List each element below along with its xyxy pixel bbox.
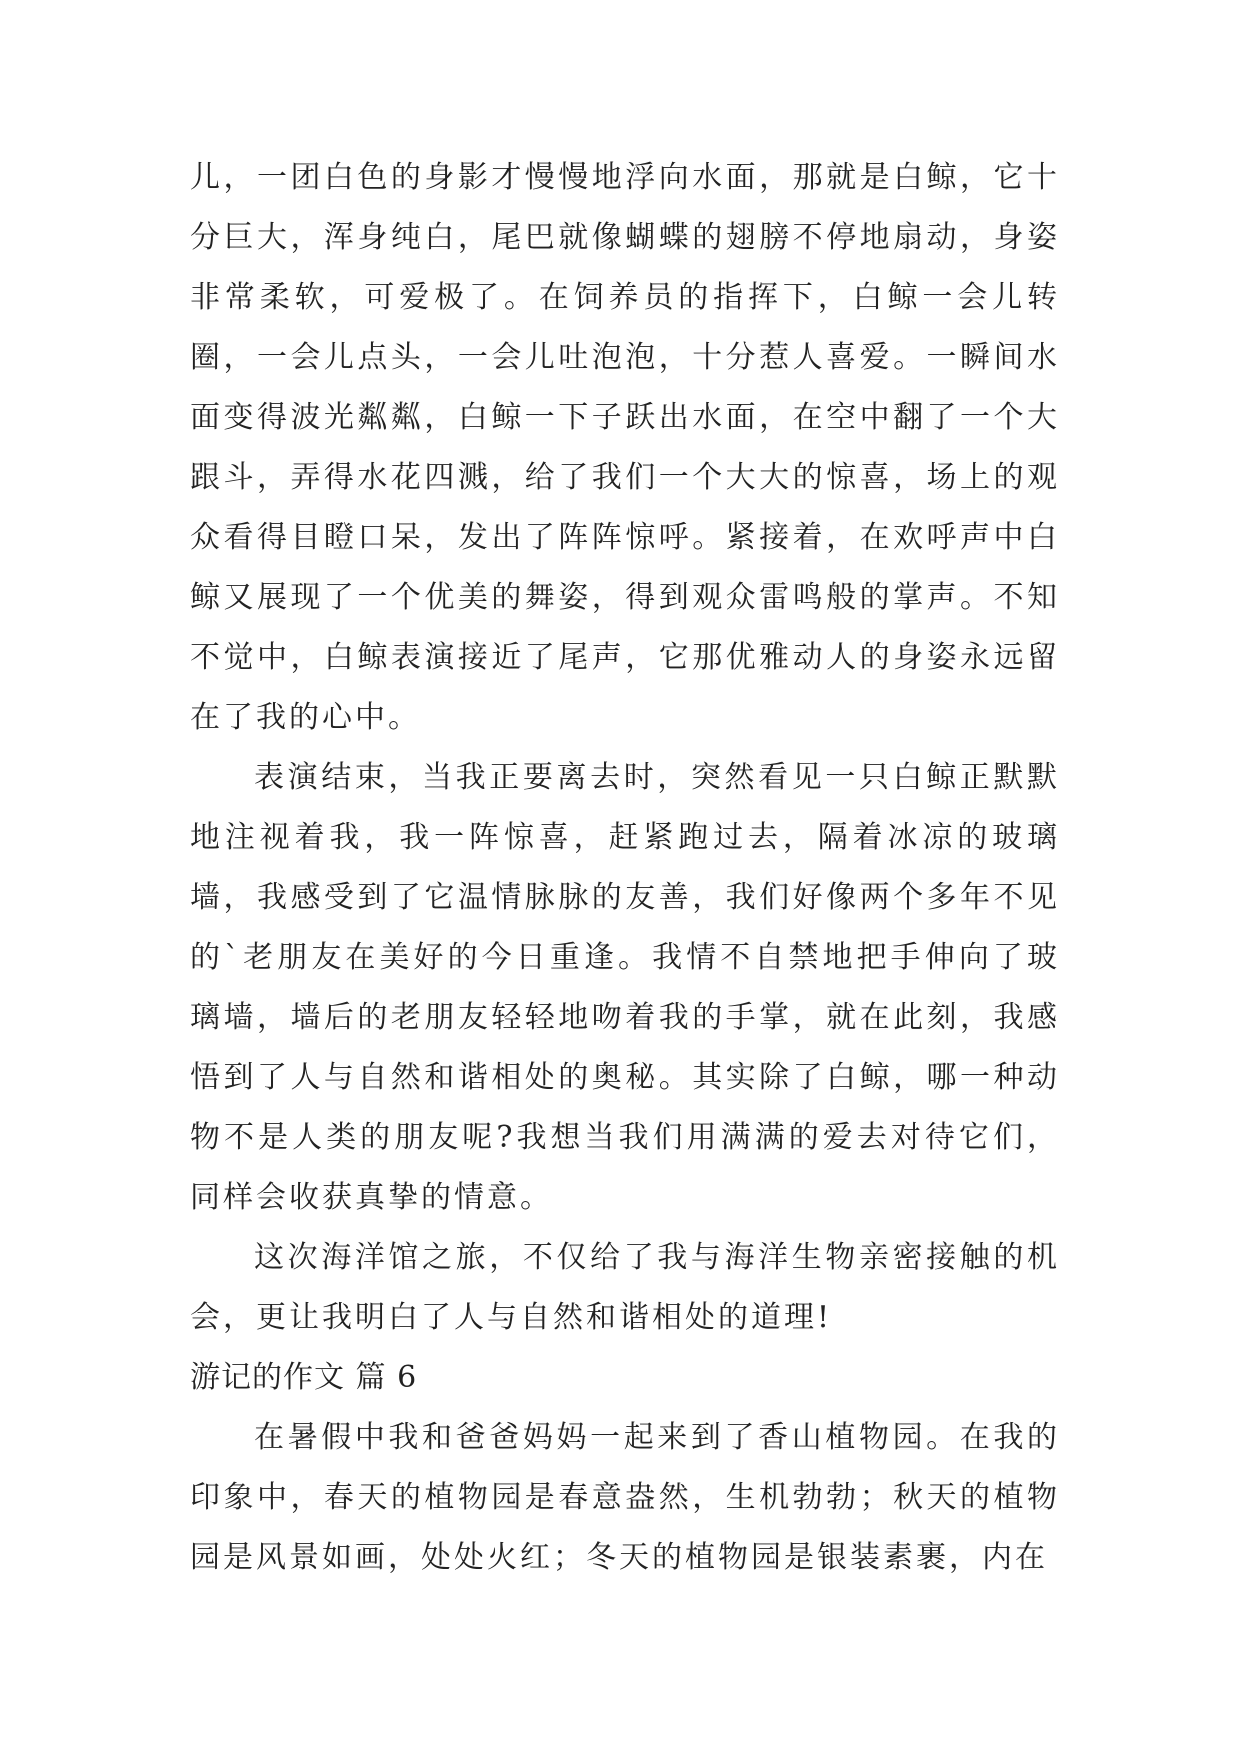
paragraph-4: 在暑假中我和爸爸妈妈一起来到了香山植物园。在我的印象中，春天的植物园是春意盎然，生机勃勃；秋天的植物园是风景如画，处处火红；冬天的植物园是银装素裹，内在 [190, 1420, 1060, 1575]
paragraph-1: 儿，一团白色的身影才慢慢地浮向水面，那就是白鲸，它十分巨大，浑身纯白，尾巴就像蝴蝶的翅膀不停地扇动，身姿非常柔软，可爱极了。在饲养员的指挥下，白鲸一会儿转圈，一会儿点头，一会儿吐泡泡，十分惹人喜爱。一瞬间水面变得波光粼粼，白鲸一下子跃出水面，在空中翻了一个大跟斗，弄得水花四溅，给了我们一个大大的惊喜，场上的观众看得目瞪口呆，发出了阵阵惊呼。紧接着，在欢呼声中白鲸又展现了一个优美的舞姿，得到观众雷鸣般的掌声。不知不觉中，白鲸表演接近了尾声，它那优雅动人的身姿永远留在了我的心中。 [190, 160, 1060, 735]
section-heading: 游记的作文 篇 6 [190, 1360, 418, 1395]
paragraph-3: 这次海洋馆之旅，不仅给了我与海洋生物亲密接触的机会，更让我明白了人与自然和谐相处的道理! [190, 1240, 1060, 1335]
paragraph-2: 表演结束，当我正要离去时，突然看见一只白鲸正默默地注视着我，我一阵惊喜，赶紧跑过去，隔着冰凉的玻璃墙，我感受到了它温情脉脉的友善，我们好像两个多年不见的`老朋友在美好的今日重逢。我情不自禁地把手伸向了玻璃墙，墙后的老朋友轻轻地吻着我的手掌，就在此刻，我感悟到了人与自然和谐相处的奥秘。其实除了白鲸，哪一种动物不是人类的朋友呢?我想当我们用满满的爱去对待它们，同样会收获真挚的情意。 [190, 760, 1060, 1215]
document-page [190, 148, 1060, 1588]
